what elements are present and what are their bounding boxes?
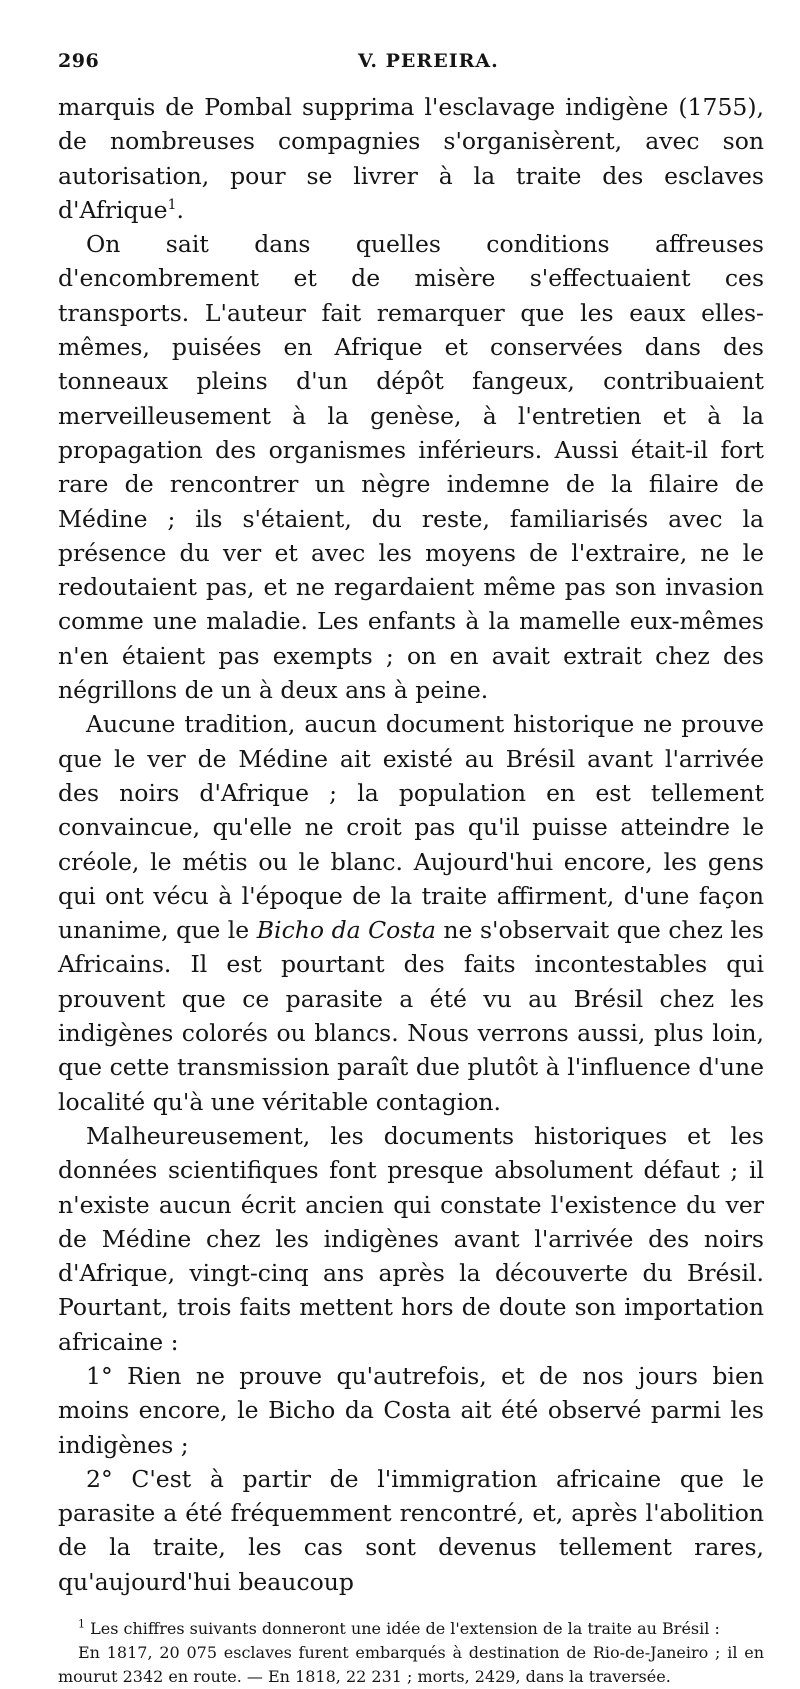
footnotes	[58, 1617, 764, 1689]
page-number: 296	[58, 50, 100, 72]
paragraph-1-text: marquis de Pombal supprima l'esclavage indigène (1755), de nombreuses compagnies s'organisèrent, avec son autorisation, pour se livrer à la traite des esclaves d'Afrique	[58, 93, 764, 224]
paragraph-3-start: Aucune tradition, aucun document historique ne prouve que le ver de Médine ait existé au Brésil avant l'arrivée des noirs d'Afrique ; la population en est tellement convaincue, qu'elle ne croit pas qu'il puisse atteindre le créole, le métis ou le blanc. Aujourd'hui encore, les gens qui ont vécu à l'époque de la traite affirment, d'une façon unanime, que le	[58, 710, 764, 945]
paragraph-3-end: ne s'observait que chez les Africains. Il est pourtant des faits incontestables qui prouvent que ce parasite a été vu au Brésil chez les indigènes colorés ou blancs. Nous verrons aussi, plus loin, que cette transmission paraît due plutôt à l'influence d'une localité qu'à une véritable contagion.	[58, 916, 764, 1116]
footnote-1-text-1: Les chiffres suivants donneront une idée de l'extension de la traite au Brésil :	[90, 1619, 720, 1639]
footnote-1-line-1	[58, 1617, 764, 1641]
paragraph-1-end: .	[176, 195, 185, 224]
footnote-1-line-2: En 1817, 20 075 esclaves furent embarqués à destination de Rio-de-Janeiro ; il en mourut 2342 en route. — En 1818, 22 231 ; morts, 2429, dans la traversée.	[58, 1643, 764, 1687]
paragraph-5: 1° Rien ne prouve qu'autrefois, et de nos jours bien moins encore, le Bicho da Costa ait été observé parmi les indigènes ;	[58, 1361, 764, 1459]
bicho-da-costa-italic: Bicho da Costa	[256, 916, 436, 945]
footnote-1-mark: 1	[78, 1617, 85, 1631]
paragraph-6: 2° C'est à partir de l'immigration africaine que le parasite a été fréquemment rencontré, et, après l'abolition de la traite, les cas sont devenus tellement rares, qu'aujourd'hui beaucoup	[58, 1464, 764, 1596]
body-text	[58, 90, 764, 1599]
paragraph-2: On sait dans quelles conditions affreuses d'encombrement et de misère s'effectuaient ces transports. L'auteur fait remarquer que les eaux elles-mêmes, puisées en Afrique et conservées dans des tonneaux pleins d'un dépôt fangeux, contribuaient merveilleusement à la genèse, à l'entretien et à la propagation des organismes inférieurs. Aussi était-il fort rare de rencontrer un nègre indemne de la filaire de Médine ; ils s'étaient, du reste, familiarisés avec la présence du ver et avec les moyens de l'extraire, ne le redoutaient pas, et ne regardaient même pas son invasion comme une maladie. Les enfants à la mamelle eux-mêmes n'en étaient pas exempts ; on en avait extrait chez des négrillons de un à deux ans à peine.	[58, 230, 764, 705]
paragraph-3	[58, 707, 764, 1119]
footnote-reference[interactable]: 1	[167, 197, 177, 214]
paragraph-1	[58, 90, 764, 227]
running-title-author: V. PEREIRA.	[358, 50, 499, 72]
document-page	[58, 44, 764, 1689]
paragraph-4: Malheureusement, les documents historiques et les données scientifiques font presque absolument défaut ; il n'existe aucun écrit ancien qui constate l'existence du ver de Médine chez les indigènes avant l'arrivée des noirs d'Afrique, vingt-cinq ans après la découverte du Brésil. Pourtant, trois faits mettent hors de doute son importation africaine :	[58, 1121, 764, 1356]
running-header	[58, 44, 764, 78]
